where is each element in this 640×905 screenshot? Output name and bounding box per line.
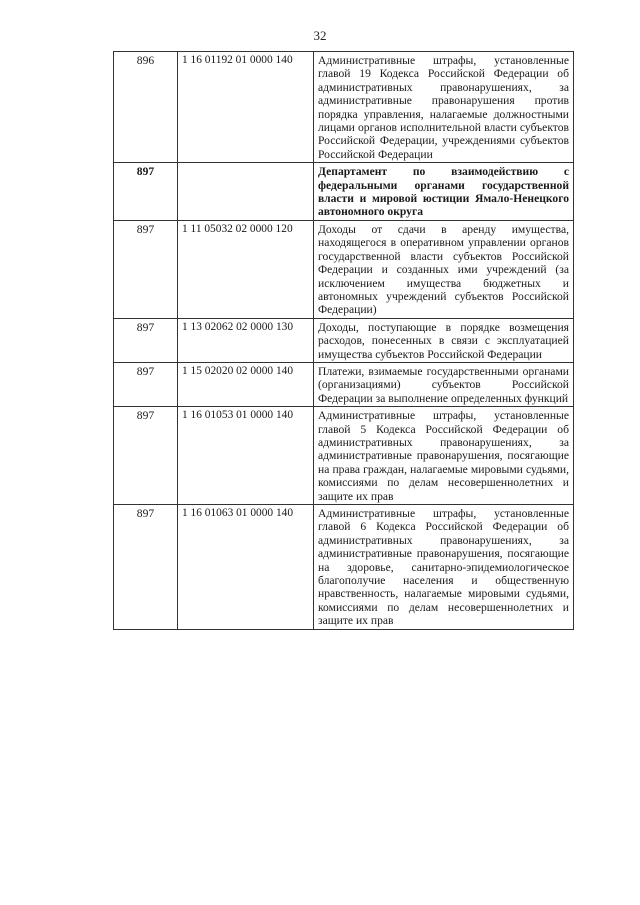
page-number: 32 [313, 28, 327, 43]
administrator-code: 896 [114, 52, 178, 163]
revenue-description: Доходы, поступающие в порядке возмещения расходов, понесенных в связи с эксплуатацией имущества субъектов Российской Федерации [314, 318, 574, 362]
revenue-code: 1 16 01192 01 0000 140 [178, 52, 314, 163]
revenue-code: 1 15 02020 02 0000 140 [178, 362, 314, 406]
revenue-description: Платежи, взимаемые государственными органами (организациями) субъектов Российской Федерации за выполнение определенных функций [314, 362, 574, 406]
administrator-code: 897 [114, 163, 178, 221]
revenue-code: 1 16 01053 01 0000 140 [178, 407, 314, 505]
table-row [114, 407, 574, 505]
revenue-code: 1 11 05032 02 0000 120 [178, 220, 314, 318]
table-row [114, 52, 574, 163]
revenue-code [178, 163, 314, 221]
revenue-classification-table [113, 51, 574, 630]
administrator-code: 897 [114, 220, 178, 318]
revenue-code: 1 16 01063 01 0000 140 [178, 505, 314, 630]
table-row-department [114, 163, 574, 221]
administrator-code: 897 [114, 318, 178, 362]
administrator-code: 897 [114, 407, 178, 505]
revenue-description: Административные штрафы, установленные главой 6 Кодекса Российской Федерации об административных правонарушениях, за административные правонарушения, посягающие на здоровье, санитарно-эпидемиологическое благополучие населения и общественную нравственность, налагаемые мировыми судьями, комиссиями по делам несовершеннолетних и защите их прав [314, 505, 574, 630]
revenue-description: Административные штрафы, установленные главой 5 Кодекса Российской Федерации об административных правонарушениях, за административные правонарушения, посягающие на права граждан, налагаемые мировыми судьями, комиссиями по делам несовершеннолетних и защите их прав [314, 407, 574, 505]
table-row [114, 362, 574, 406]
revenue-code: 1 13 02062 02 0000 130 [178, 318, 314, 362]
administrator-code: 897 [114, 362, 178, 406]
revenue-description: Административные штрафы, установленные главой 19 Кодекса Российской Федерации об административных правонарушениях, за административные правонарушения против порядка управления, налагаемые должностными лицами органов исполнительной власти субъектов Российской Федерации, учреждениями субъектов Российской Федерации [314, 52, 574, 163]
table-row [114, 505, 574, 630]
administrator-code: 897 [114, 505, 178, 630]
department-name: Департамент по взаимодействию с федеральными органами государственной власти и мировой юстиции Ямало-Ненецкого автономного округа [314, 163, 574, 221]
revenue-description: Доходы от сдачи в аренду имущества, находящегося в оперативном управлении органов государственной власти субъектов Российской Федерации и созданных ими учреждений (за исключением имущества бюджетных и автономных учреждений субъектов Российской Федерации) [314, 220, 574, 318]
table-row [114, 318, 574, 362]
table-row [114, 220, 574, 318]
